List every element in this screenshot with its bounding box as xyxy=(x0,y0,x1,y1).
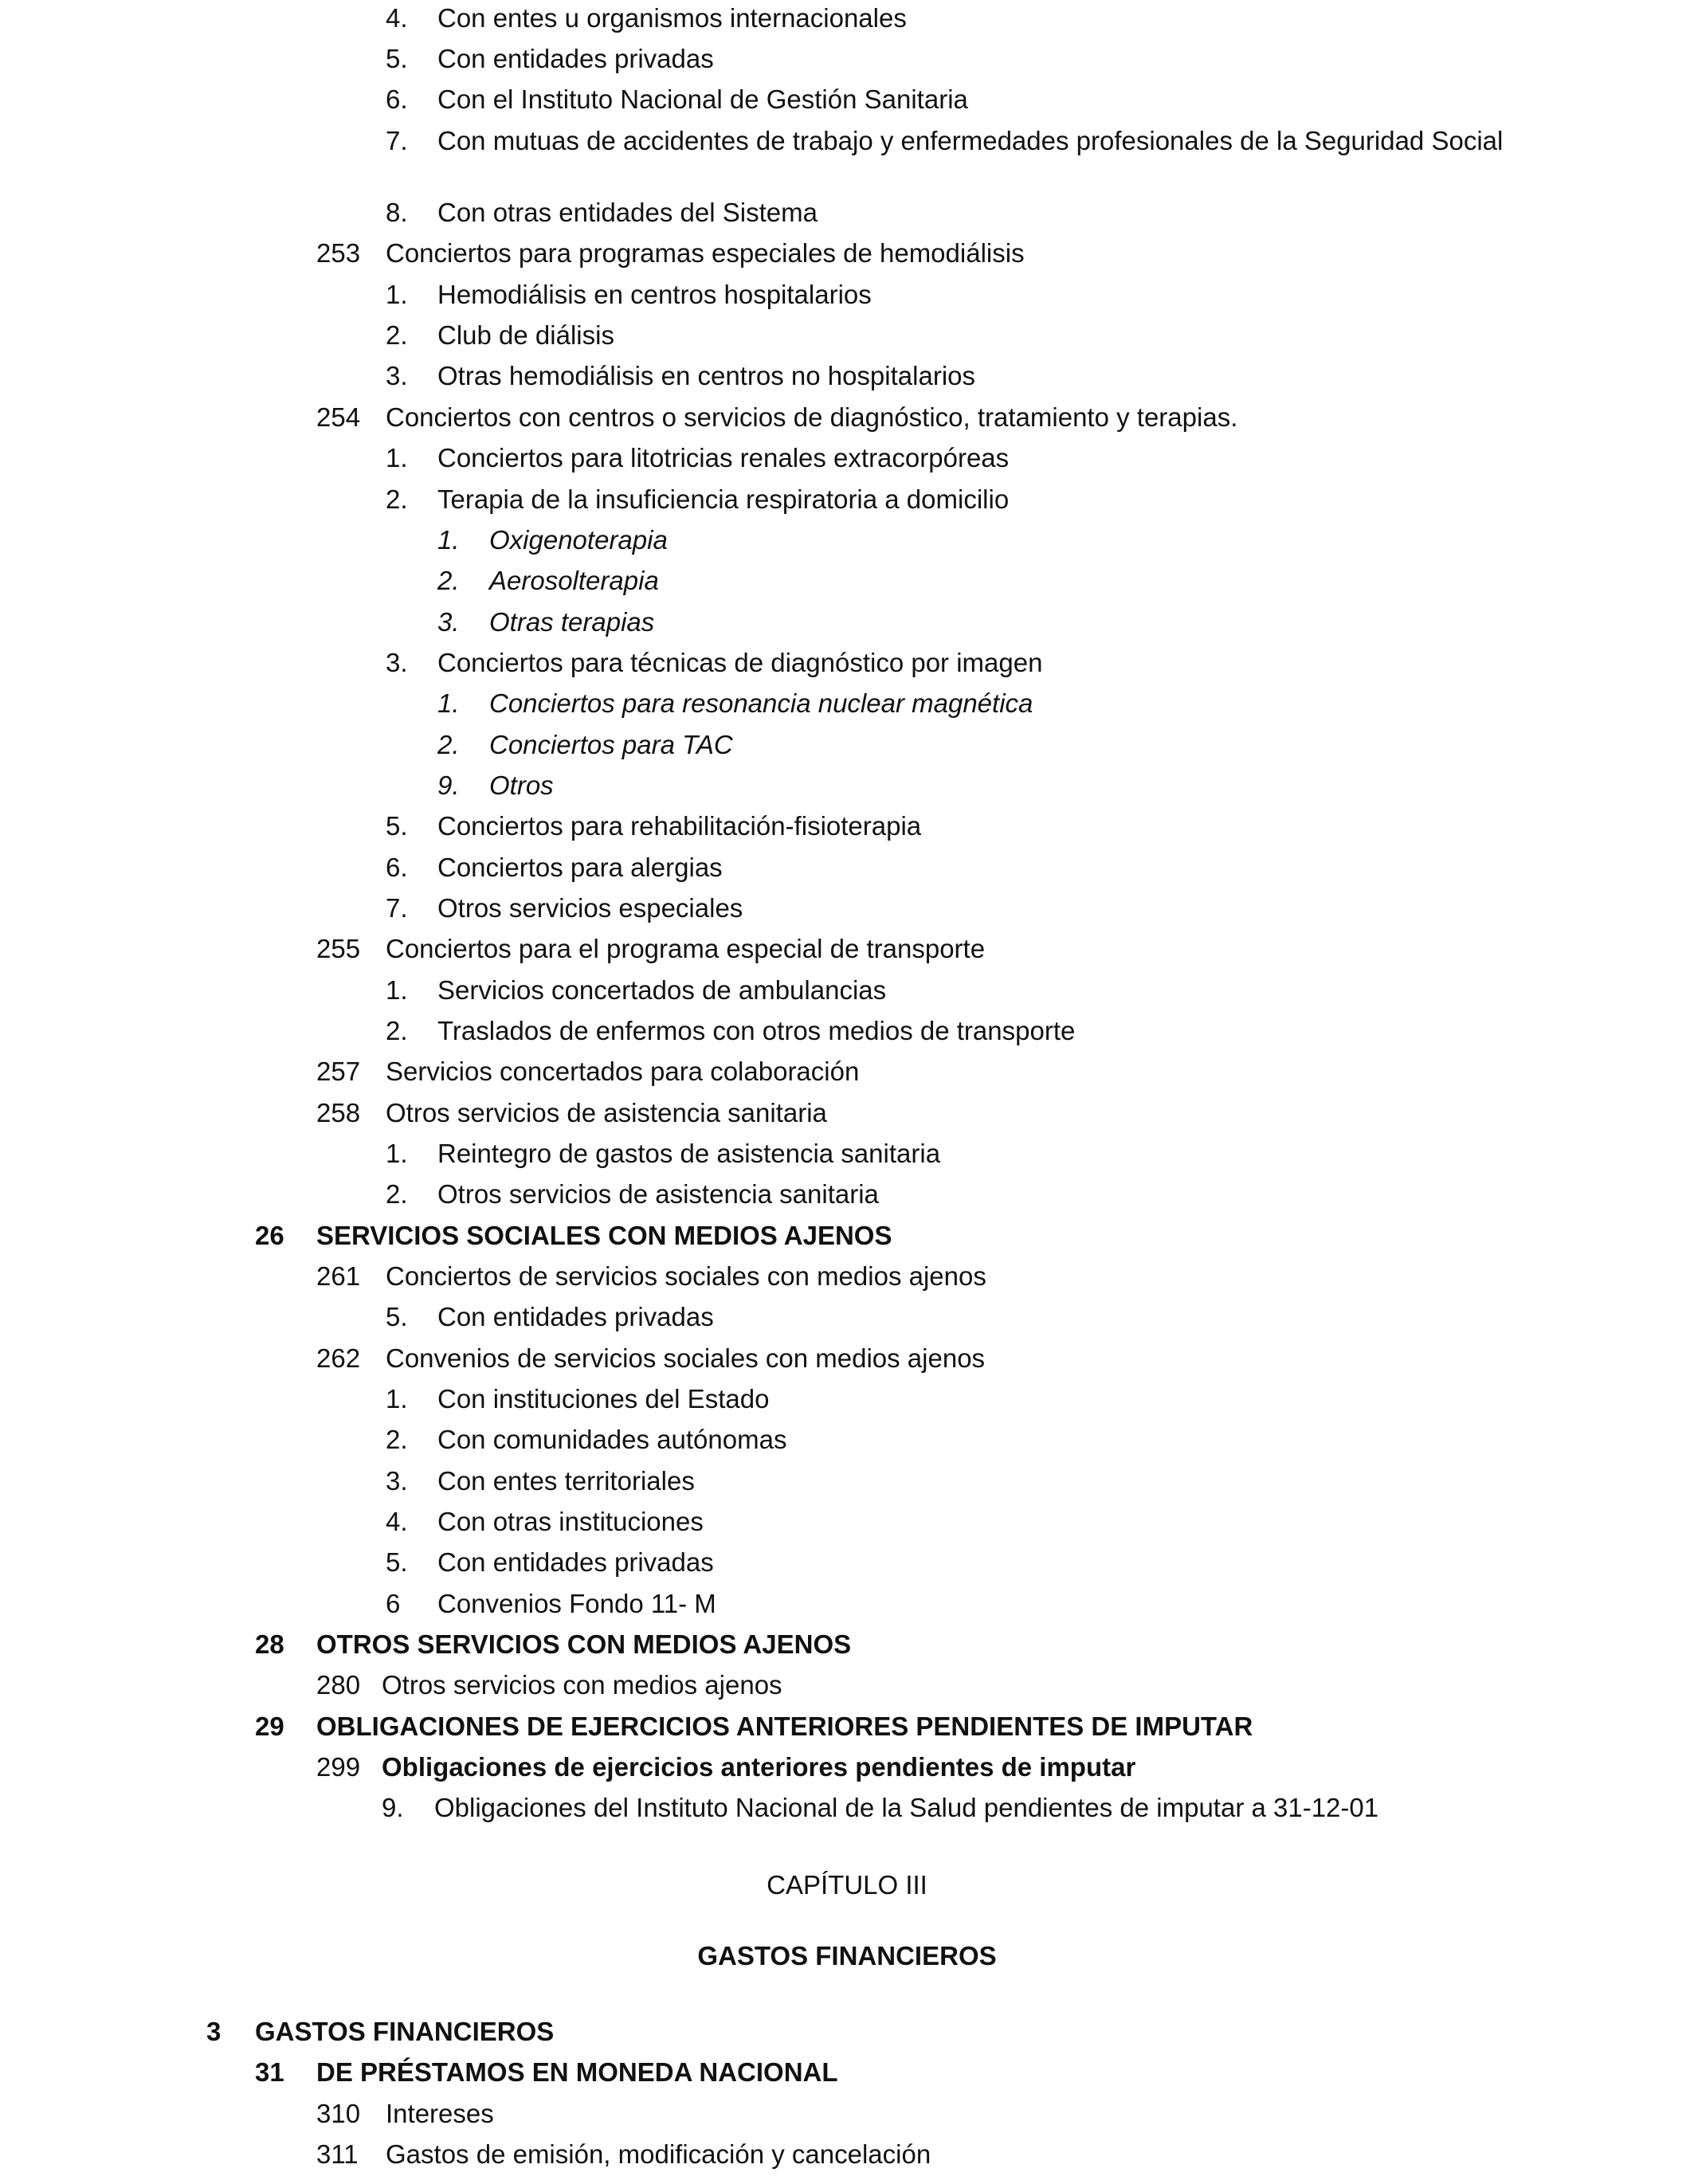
item-text: Con otras instituciones xyxy=(437,1507,704,1536)
item-text: Con instituciones del Estado xyxy=(437,1384,770,1414)
item-text: Otros servicios especiales xyxy=(437,893,743,923)
concept-code: 253 xyxy=(316,238,361,268)
item-number: 1. xyxy=(386,280,408,309)
article-code: 26 xyxy=(255,1221,284,1250)
item-number: 5. xyxy=(386,44,408,73)
item-number: 7. xyxy=(386,126,408,155)
sub-item-text: Otras terapias xyxy=(489,607,655,637)
sub-item-text: Oxigenoterapia xyxy=(489,525,668,555)
item-text: Reintegro de gastos de asistencia sanitaria xyxy=(437,1139,941,1168)
item-number: 4. xyxy=(386,1507,408,1536)
item-text: Otras hemodiálisis en centros no hospitalarios xyxy=(437,361,976,390)
item-text: Con el Instituto Nacional de Gestión Sanitaria xyxy=(437,84,968,114)
item-text: Con entidades privadas xyxy=(437,1302,714,1331)
item-text: Con entidades privadas xyxy=(437,44,714,73)
concept-text: Obligaciones de ejercicios anteriores pendientes de imputar xyxy=(382,1752,1136,1782)
item-number: 5. xyxy=(386,811,408,841)
concept-code: 311 xyxy=(316,2139,359,2169)
concept-text: Gastos de emisión, modificación y cancelación xyxy=(386,2139,931,2169)
item-text: Conciertos para técnicas de diagnóstico por imagen xyxy=(437,648,1043,677)
item-text: Convenios Fondo 11- M xyxy=(437,1589,716,1618)
item-number: 2. xyxy=(386,1016,408,1045)
item-number: 5. xyxy=(386,1302,408,1331)
item-text: Conciertos para rehabilitación-fisioterapia xyxy=(437,811,922,841)
item-number: 2. xyxy=(386,320,408,350)
article-code: 28 xyxy=(255,1629,284,1659)
concept-text: Otros servicios con medios ajenos xyxy=(382,1670,782,1700)
concept-text: Intereses xyxy=(386,2099,494,2128)
concept-code: 299 xyxy=(316,1752,361,1782)
item-number: 9. xyxy=(382,1793,404,1822)
sub-item-number: 3. xyxy=(437,607,460,637)
item-text: Traslados de enfermos con otros medios de transporte xyxy=(437,1016,1076,1045)
item-text: Otros servicios de asistencia sanitaria xyxy=(437,1179,879,1209)
item-text: Club de diálisis xyxy=(437,320,614,350)
article-title: SERVICIOS SOCIALES CON MEDIOS AJENOS xyxy=(316,1221,892,1250)
item-number: 7. xyxy=(386,893,408,923)
sub-item-text: Aerosolterapia xyxy=(489,566,659,595)
item-number: 6. xyxy=(386,853,408,882)
item-text: Con mutuas de accidentes de trabajo y enfermedades profesionales de la Seguridad Social xyxy=(437,126,1504,155)
item-text: Conciertos para litotricias renales extracorpóreas xyxy=(437,443,1010,472)
chapter-label: CAPÍTULO III xyxy=(767,1870,927,1900)
item-number: 2. xyxy=(386,1179,408,1209)
item-number: 2. xyxy=(386,484,408,514)
item-text: Con otras entidades del Sistema xyxy=(437,198,818,227)
chapter-heading-text: GASTOS FINANCIEROS xyxy=(255,2017,555,2046)
chapter-title: GASTOS FINANCIEROS xyxy=(697,1941,997,1970)
concept-code: 310 xyxy=(316,2099,361,2128)
concept-code: 255 xyxy=(316,934,361,963)
item-number: 1. xyxy=(386,975,408,1005)
sub-item-number: 2. xyxy=(437,730,460,759)
chapter-code: 3 xyxy=(206,2017,222,2046)
item-text: Obligaciones del Instituto Nacional de la Salud pendientes de imputar a 31-12-01 xyxy=(434,1793,1379,1822)
concept-code: 257 xyxy=(316,1057,361,1086)
item-number: 2. xyxy=(386,1425,408,1454)
item-text: Hemodiálisis en centros hospitalarios xyxy=(437,280,872,309)
item-text: Terapia de la insuficiencia respiratoria a domicilio xyxy=(437,484,1010,514)
concept-text: Conciertos para programas especiales de hemodiálisis xyxy=(386,238,1025,268)
item-number: 3. xyxy=(386,361,408,390)
concept-text: Conciertos de servicios sociales con medios ajenos xyxy=(386,1261,986,1291)
article-code: 29 xyxy=(255,1712,284,1741)
concept-text: Conciertos con centros o servicios de diagnóstico, tratamiento y terapias. xyxy=(386,402,1238,432)
item-text: Servicios concertados de ambulancias xyxy=(437,975,887,1005)
concept-text: Conciertos para el programa especial de transporte xyxy=(386,934,986,963)
item-number: 1. xyxy=(386,1384,408,1414)
concept-text: Servicios concertados para colaboración xyxy=(386,1057,860,1086)
sub-item-number: 9. xyxy=(437,770,460,800)
concept-code: 261 xyxy=(316,1261,361,1291)
concept-code: 254 xyxy=(316,402,361,432)
item-number: 4. xyxy=(386,3,408,33)
item-text: Con entes u organismos internacionales xyxy=(437,3,907,33)
item-number: 5. xyxy=(386,1547,408,1577)
sub-item-text: Otros xyxy=(489,770,554,800)
article-title: OBLIGACIONES DE EJERCICIOS ANTERIORES PENDIENTES DE IMPUTAR xyxy=(316,1712,1253,1741)
concept-code: 258 xyxy=(316,1098,361,1127)
item-number: 6 xyxy=(386,1589,401,1618)
item-number: 6. xyxy=(386,84,408,114)
article-title: DE PRÉSTAMOS EN MONEDA NACIONAL xyxy=(316,2057,838,2087)
article-title: OTROS SERVICIOS CON MEDIOS AJENOS xyxy=(316,1629,852,1659)
item-number: 8. xyxy=(386,198,408,227)
concept-text: Otros servicios de asistencia sanitaria xyxy=(386,1098,827,1127)
item-text: Con entes territoriales xyxy=(437,1466,695,1496)
item-text: Con entidades privadas xyxy=(437,1547,714,1577)
concept-code: 262 xyxy=(316,1343,361,1373)
item-number: 1. xyxy=(386,443,408,472)
item-number: 1. xyxy=(386,1139,408,1168)
item-number: 3. xyxy=(386,1466,408,1496)
sub-item-number: 1. xyxy=(437,688,460,718)
article-code: 31 xyxy=(255,2057,284,2087)
item-text: Conciertos para alergias xyxy=(437,853,723,882)
sub-item-number: 2. xyxy=(437,566,460,595)
sub-item-number: 1. xyxy=(437,525,460,555)
sub-item-text: Conciertos para resonancia nuclear magnética xyxy=(489,688,1033,718)
concept-code: 280 xyxy=(316,1670,361,1700)
concept-text: Convenios de servicios sociales con medios ajenos xyxy=(386,1343,986,1373)
item-text: Con comunidades autónomas xyxy=(437,1425,787,1454)
sub-item-text: Conciertos para TAC xyxy=(489,730,733,759)
item-number: 3. xyxy=(386,648,408,677)
